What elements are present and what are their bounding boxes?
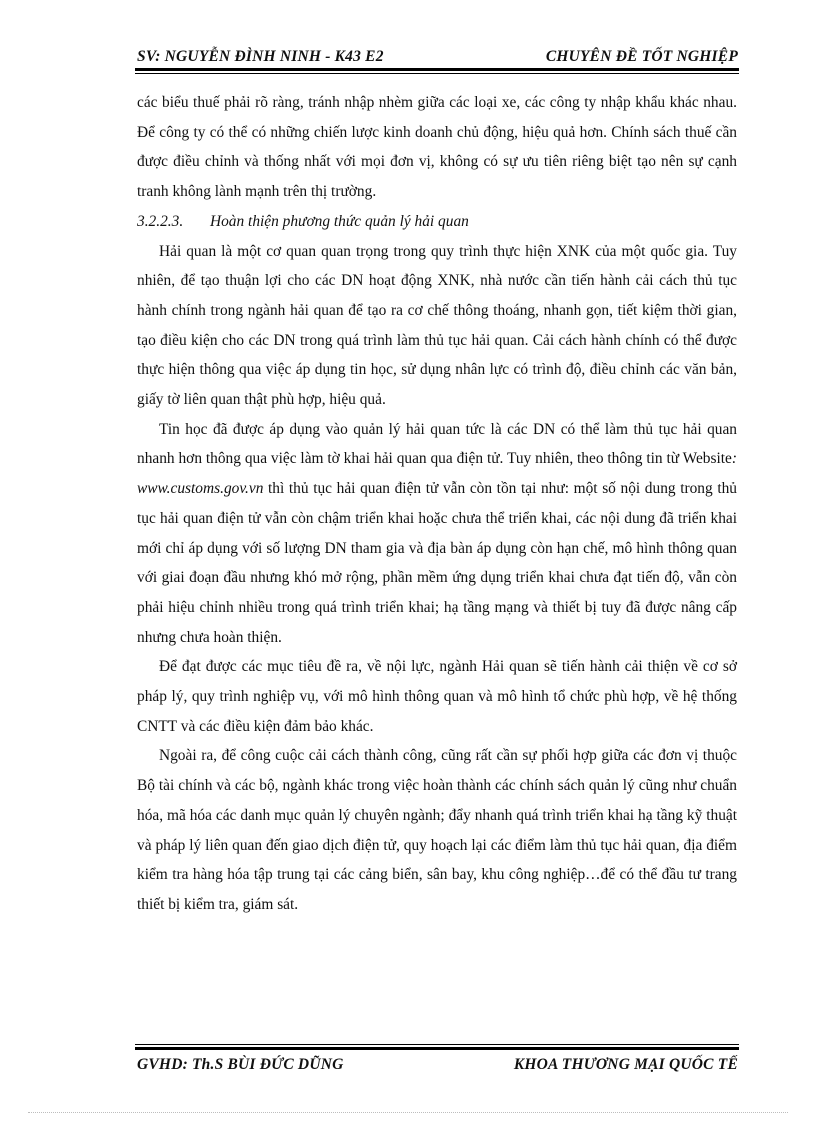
paragraph-it-text-1: Tin học đã được áp dụng vào quản lý hải quan tức là các DN có thể làm thủ tục hải quan nhanh hơn thông qua việc làm tờ khai hải quan qua điện tử. Tuy nhiên, theo thông tin từ Website	[137, 420, 737, 468]
section-heading	[137, 207, 737, 237]
section-number: 3.2.2.3.	[137, 212, 184, 230]
page-bottom-border	[28, 1112, 788, 1113]
paragraph-customs-intro: Hải quan là một cơ quan quan trọng trong quy trình thực hiện XNK của một quốc gia. Tuy nhiên, để tạo thuận lợi cho các DN hoạt động XNK, nhà nước cần tiến hành cải cách thủ tục hành chính trong ngành hải quan để tạo ra cơ chế thông thoáng, nhanh gọn, tiết kiệm thời gian, tạo điều kiện cho các DN trong quá trình làm thủ tục hải quan. Cải cách hành chính có thể được thực hiện thông qua việc áp dụng tin học, sử dụng nhân lực có trình độ, điều chỉnh các văn bản, giấy tờ liên quan thật phù hợp, hiệu quả.	[137, 242, 737, 409]
footer-rule-thick	[135, 1047, 739, 1050]
footer-supervisor: GVHD: Th.S BÙI ĐỨC DŨNG	[137, 1056, 344, 1073]
header-rule-thin	[135, 73, 739, 74]
header-student-name: SV: NGUYỄN ĐÌNH NINH - K43 E2	[137, 48, 384, 65]
paragraph-tax-policy: các biểu thuế phải rõ ràng, tránh nhập nhèm giữa các loại xe, các công ty nhập khẩu khác nhau. Để công ty có thể có những chiến lược kinh doanh chủ động, hiệu quả hơn. Chính sách thuế cần được điều chỉnh và thống nhất với mọi đơn vị, không có sự ưu tiên riêng biệt tạo nên sự cạnh tranh không lành mạnh trên thị trường.	[137, 94, 737, 201]
section-title: Hoàn thiện phương thức quản lý hải quan	[210, 212, 469, 230]
paragraph-it-text-2: thì thủ tục hải quan điện tử vẫn còn tồn tại như: một số nội dung trong thủ tục hải quan điện tử vẫn còn chậm triển khai hoặc chưa thể triển khai, các nội dung đã triển khai mới chỉ áp dụng với số lượng DN tham gia và địa bàn áp dụng còn hạn chế, mô hình thông quan với giai đoạn đầu nhưng khó mở rộng, phần mềm ứng dụng triển khai chưa đạt tiến độ, vẫn còn phải hiệu chỉnh nhiều trong quá trình triển khai; hạ tầng mạng và thiết bị tuy đã được nâng cấp nhưng chưa hoàn thiện.	[137, 480, 737, 646]
header-rule-thick	[135, 68, 739, 71]
paragraph-goals: Để đạt được các mục tiêu đề ra, về nội lực, ngành Hải quan sẽ tiến hành cải thiện về cơ sở pháp lý, quy trình nghiệp vụ, với mô hình thông quan và mô hình tổ chức phù hợp, về hệ thống CNTT và các điều kiện đảm bảo khác.	[137, 658, 737, 735]
footer-faculty: KHOA THƯƠNG MẠI QUỐC TẾ	[513, 1056, 738, 1073]
paragraph-coordination: Ngoài ra, để công cuộc cải cách thành công, cũng rất cần sự phối hợp giữa các đơn vị thuộc Bộ tài chính và các bộ, ngành khác trong việc hoàn thành các chính sách quản lý cũng như chuẩn hóa, mã hóa các danh mục quản lý chuyên ngành; đẩy nhanh quá trình triển khai hạ tầng kỹ thuật và pháp lý liên quan đến giao dịch điện tử, quy hoạch lại các điểm làm thủ tục hải quan, địa điểm kiểm tra hàng hóa tập trung tại các cảng biển, sân bay, khu công nghiệp…để có thể đầu tư trang thiết bị kiểm tra, giám sát.	[137, 747, 737, 913]
footer-rule-thin	[135, 1044, 739, 1045]
header-report-title: CHUYÊN ĐỀ TỐT NGHIỆP	[545, 48, 738, 65]
paragraph-it-application	[137, 415, 737, 653]
customs-website-link: : www.customs.gov.vn	[137, 450, 737, 498]
body-text	[137, 88, 737, 920]
